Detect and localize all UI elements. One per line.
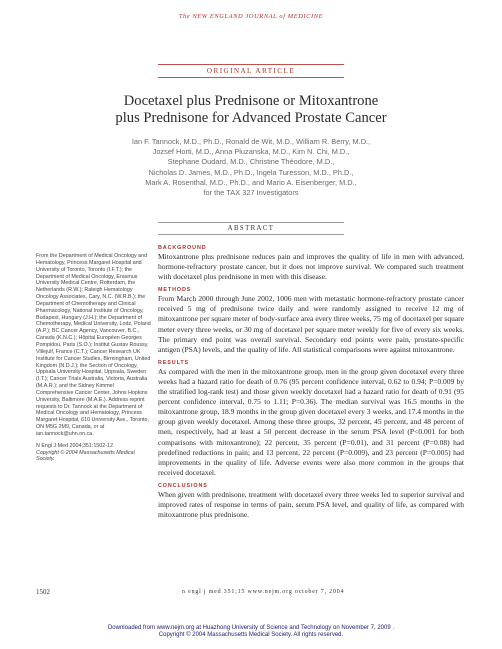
author-line: Mark A. Rosenthal, M.D., Ph.D., and Mario A. Eisenberger, M.D., [145,177,357,187]
section-label-bottom-rule [158,77,344,78]
section-label-block [158,64,344,78]
author-line: Jozsef Horti, M.D., Anna Pluzanska, M.D., Kim N. Chi, M.D., [152,147,350,157]
affiliation-sidebar [36,253,152,463]
article-title [0,93,502,127]
download-source-line: Downloaded from www.nejm.org at Huazhong University of Science and Technology on November 7, 2009 . [107,625,395,631]
background-heading: BACKGROUND [158,245,207,251]
abstract-body [158,244,464,521]
footer-citation: n engl j med 351;15 www.nejm.org october 7, 2004 [182,589,345,595]
conclusions-text: When given with prednisone, treatment with docetaxel every three weeks led to superior survival and improved rates of response in terms of pain, serum PSA level, and quality of life, as compared with mitoxantrone plus prednisone. [158,489,464,520]
affiliations-text: From the Department of Medical Oncology and Hematology, Princess Margaret Hospital and University of Toronto, Toronto (I.F.T.); the Department of Medical Oncology, Erasmus University Medical Centre, Rotterdam, the Netherlands (R.W.); Raleigh Hematology Oncology Associates, Cary, N.C. (W.R.B.); the Department of Chemotherapy and Clinical Pharmacology, National Institute of Oncology, Budapest, Hungary (J.H.); the Department of Chemotherapy, Medical University, Lodz, Poland (A.P.); BC Cancer Agency, Vancouver, B.C., Canada (K.N.C.); Hôpital Européen Georges Pompidou, Paris (S.O.); Institut Gustav Roussy, Villejuif, France (C.T.); Cancer Research UK Institute for Cancer Studies, Birmingham, United Kingdom (N.D.J.); the Section of Oncology, Uppsala University Hospital, Uppsala, Sweden (I.T.); Cancer Trials Australia, Victoria, Australia (M.A.R.); and the Sidney Kimmel Comprehensive Cancer Center, Johns Hopkins University, Baltimore (M.A.E.). Address reprint requests to Dr. Tannock at the Department of Medical Oncology and Hematology, Princess Margaret Hospital, 610 University Ave., Toronto, ON M5G 2M9, Canada, or at ian.tannock@uhn.on.ca. [36,253,151,437]
methods-text: From March 2000 through June 2002, 1006 men with metastatic hormone-refractory prostate cancer received 5 mg of prednisone twice daily and were randomly assigned to receive 12 mg of mitoxantrone per square meter of body-surface area every three weeks, 75 mg of docetaxel per square meter every three weeks, or 30 mg of docetaxel per square meter weekly for five of every six weeks. The primary end point was overall survival. Secondary end points were pain, prostate-specific antigen (PSA) levels, and the quality of life. All statistical comparisons were against mitoxantrone. [158,294,464,354]
abstract-heading-block [158,222,344,235]
abstract-label: ABSTRACT [227,225,275,232]
background-text: Mitoxantrone plus prednisone reduces pain and improves the quality of life in men with advanced, hormone-refractory prostate cancer, but it does not improve survival. We compared such treatment with docetaxel plus prednisone in men with this disease. [158,252,464,282]
conclusions-heading: CONCLUSIONS [158,482,208,489]
sidebar-citation: N Engl J Med 2004;351:1502-12. [36,442,115,449]
abstract-bottom-rule [158,234,344,235]
results-heading: RESULTS [158,359,190,366]
methods-heading: METHODS [158,287,192,294]
section-label: ORIGINAL ARTICLE [206,67,296,75]
results-text: As compared with the men in the mitoxantrone group, men in the group given docetaxel every three weeks had a hazard ratio for death of 0.76 (95 percent confidence interval, 0.62 to 0.94; P=0.009 by the stratified log-rank test) and those given weekly docetaxel had a hazard ratio for death of 0.91 (95 percent confidence interval, 0.75 to 1.11; P=0.36). The median survival was 16.5 months in the mitoxantrone group, 18.9 months in the group given docetaxel every 3 weeks, and 17.4 months in the group given weekly docetaxel. Among these three groups, 32 percent, 45 percent, and 48 percent of men, respectively, had at least a 50 percent decrease in the serum PSA level (P<0.001 for both comparisons with mitoxantrone); 22 percent, 35 percent (P=0.01), and 31 percent (P=0.08) had predefined reductions in pain; and 13 percent, 22 percent (P=0.009), and 23 percent (P=0.005) had improvements in the quality of life. Adverse events were also more common in the groups that received docetaxel. [158,366,464,477]
page-footer [36,588,466,598]
title-line: plus Prednisone for Advanced Prostate Cancer [115,110,387,126]
download-copyright-line: Copyright © 2004 Massachusetts Medical Society. All rights reserved. [158,632,344,639]
sidebar-copyright: Copyright © 2004 Massachusetts Medical Society. [36,449,135,463]
author-line: Ian F. Tannock, M.D., Ph.D., Ronald de Wit, M.D., William R. Berry, M.D., [131,137,371,146]
author-line: for the TAX 327 Investigators [203,188,299,198]
author-line: Stephane Oudard, M.D., Christine Théodore, M.D., [167,157,335,167]
download-notice [0,625,502,640]
page-number: 1502 [36,588,50,596]
author-line: Nicholas D. James, M.D., Ph.D., Ingela Turesson, M.D., Ph.D., [148,167,354,177]
journal-header: The NEW ENGLAND JOURNAL of MEDICINE [178,13,324,20]
title-line: Docetaxel plus Prednisone or Mitoxantrone [123,93,379,109]
author-list [0,137,502,198]
